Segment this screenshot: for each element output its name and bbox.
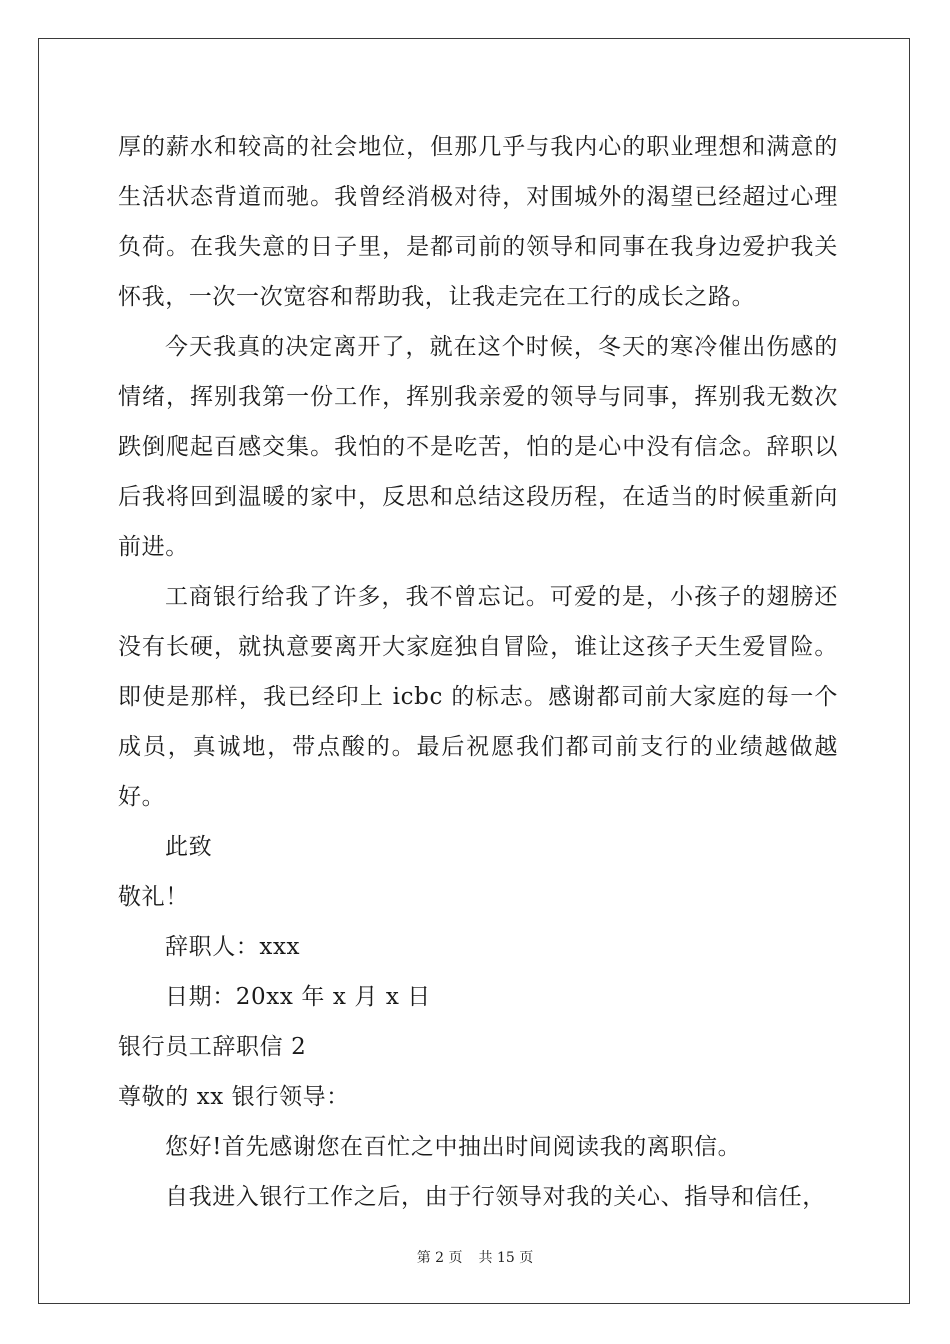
paragraph-salary: 厚的薪水和较高的社会地位，但那几乎与我内心的职业理想和满意的生活状态背道而驰。我曾经消极对待，对围城外的渴望已经超过心理负荷。在我失意的日子里，是都司前的领导和同事在我身边爱护我关怀我，一次一次宽容和帮助我，让我走完在工行的成长之路。 [118,134,838,310]
closing-cizhi: 此致 [165,834,213,860]
letter-2-salutation: 尊敬的 xx 银行领导： [118,1084,350,1110]
letter-2-body-start: 自我进入银行工作之后，由于行领导对我的关心、指导和信任， [165,1184,826,1210]
page-number: 第 2 页 [416,1250,463,1266]
paragraph-decision: 今天我真的决定离开了，就在这个时候，冬天的寒冷催出伤感的情绪，挥别我第一份工作，挥别我亲爱的领导与同事，挥别我无数次跌倒爬起百感交集。我怕的不是吃苦，怕的是心中没有信念。辞职以后我将回到温暖的家中，反思和总结这段历程，在适当的时候重新向前进。 [118,334,838,560]
closing-jingli: 敬礼！ [118,884,189,910]
paragraph-icbc: 工商银行给我了许多，我不曾忘记。可爱的是，小孩子的翅膀还没有长硬，就执意要离开大家庭独自冒险，谁让这孩子天生爱冒险。即使是那样，我已经印上 icbc 的标志。感谢都司前大家庭的每一个成员，真诚地，带点酸的。最后祝愿我们都司前支行的业绩越做越好。 [118,584,838,810]
signature-date: 日期：20xx 年 x 月 x 日 [165,984,431,1010]
page-total: 共 15 页 [478,1250,534,1266]
document-body [118,122,838,1222]
letter-2-title: 银行员工辞职信 2 [118,1034,307,1060]
signature-name: 辞职人：xxx [165,934,301,960]
letter-2-greeting: 您好!首先感谢您在百忙之中抽出时间阅读我的离职信。 [165,1134,742,1160]
page-footer [0,1247,950,1267]
